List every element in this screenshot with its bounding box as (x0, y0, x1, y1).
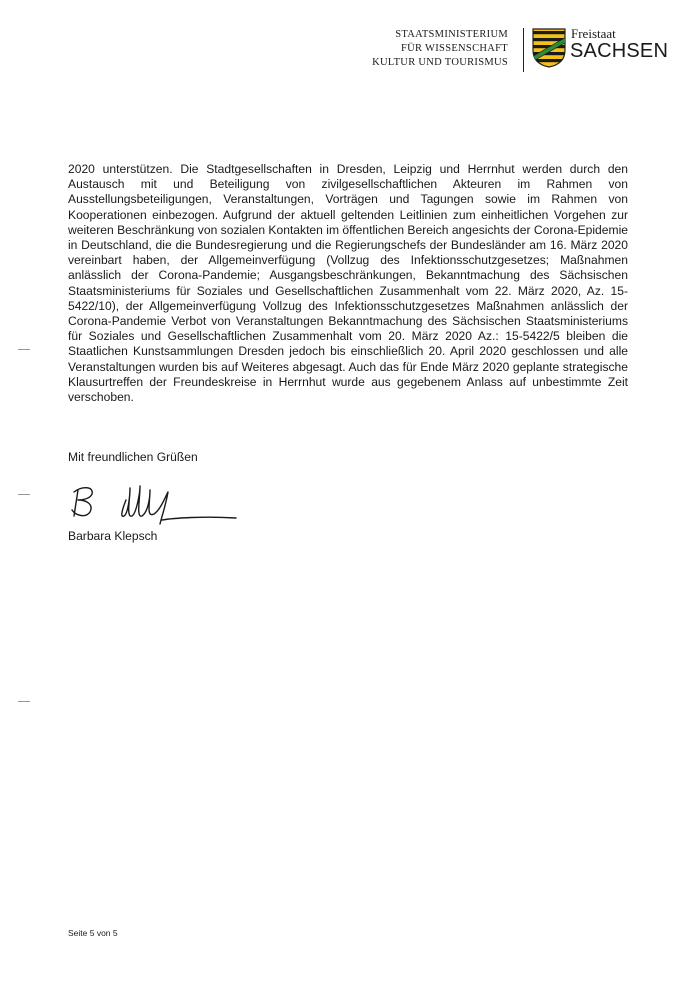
fold-mark (18, 701, 30, 702)
ministry-name (372, 28, 508, 70)
freistaat-label: Freistaat (571, 26, 616, 41)
sachsen-label: SACHSEN (570, 40, 669, 62)
hole-punch-mark (18, 494, 30, 495)
page-number: Seite 5 von 5 (68, 928, 118, 938)
letterhead-divider (523, 28, 524, 72)
fold-mark (18, 349, 30, 350)
handwritten-signature (64, 478, 244, 558)
letterhead (364, 28, 684, 76)
ministry-line-3: KULTUR UND TOURISMUS (372, 57, 508, 68)
closing-salutation: Mit freundlichen Grüßen (68, 450, 198, 464)
letter-body-paragraph: 2020 unterstützen. Die Stadtgesellschaften in Dresden, Leipzig und Herrnhut werden durch den Austausch mit und Beteiligung von zivilgesellschaftlichen Akteuren im Rahmen von Ausstellungsbeteiligungen, Veranstaltungen, Vorträgen und Tagungen sowie im Rahmen von Kooperationen einbezogen. Aufgrund der aktuell geltenden Leitlinien zum einheitlichen Vorgehen zur weiteren Beschränkung von sozialen Kontakten im öffentlichen Bereich angesichts der Corona-Epidemie in Deutschland, die die Bundesregierung und die Regierungschefs der Bundesländer am 16. März 2020 vereinbart haben, der Allgemeinverfügung (Vollzug des Infektionsschutzgesetzes; Maßnahmen anlässlich der Corona-Pandemie; Ausgangsbeschränkungen, Bekanntmachung des Sächsischen Staatsministeriums für Soziales und Gesellschaftlichen Zusammenhalt vom 22. März 2020, Az. 15-5422/10), der Allgemeinverfügung Vollzug des Infektionsschutzgesetzes Maßnahmen anlässlich der Corona-Pandemie Verbot von Veranstaltungen Bekanntmachung des Sächsischen Staatsministeriums für Soziales und Gesellschaftlichen Zusammenhalt vom 20. März 2020 Az.: 15-5422/5 bleiben die Staatlichen Kunstsammlungen Dresden jedoch bis einschließlich 20. April 2020 geschlossen und alle Veranstaltungen wurden bis auf Weiteres abgesagt. Auch das für Ende März 2020 geplante strategische Klausurtreffen der Freundeskreise in Herrnhut wurde aus gegebenem Anlass auf unbestimmte Zeit verschoben. (68, 162, 628, 405)
signer-name: Barbara Klepsch (68, 529, 158, 543)
ministry-line-2: FÜR WISSENSCHAFT (400, 43, 508, 54)
saxony-coat-of-arms-icon (532, 28, 566, 68)
ministry-line-1: STAATSMINISTERIUM (395, 29, 508, 40)
